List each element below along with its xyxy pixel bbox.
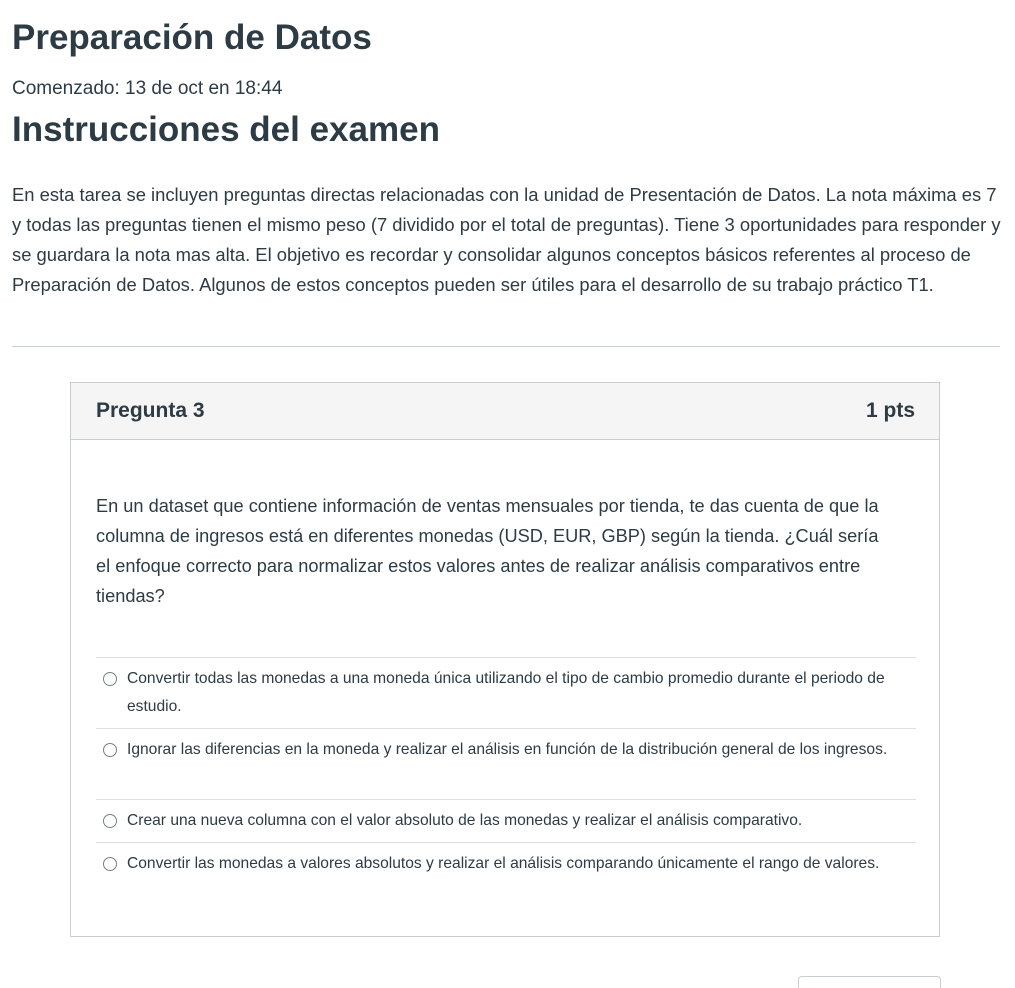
question-card [70,382,940,937]
answer-label[interactable]: Convertir las monedas a valores absolutos y realizar el análisis comparando únicamente el rango de valores. [127,855,880,872]
question-points: 1 pts [865,399,915,422]
answer-list [96,657,916,913]
question-text: En un dataset que contiene información de ventas mensuales por tienda, te das cuenta de que la columna de ingresos está en diferentes monedas (USD, EUR, GBP) según la tienda. ¿Cuál sería el enfoque correcto para normalizar estos valores antes de realizar análisis comparativos entre tiendas? [96,496,879,606]
answer-option[interactable] [96,842,916,913]
answer-label[interactable]: Ignorar las diferencias en la moneda y realizar el análisis en función de la distribución general de los ingresos. [127,741,888,758]
answer-option[interactable] [96,799,916,842]
question-header [71,383,939,440]
radio-button[interactable] [103,857,117,871]
quiz-title: Preparación de Datos [12,18,372,57]
radio-button[interactable] [103,743,117,757]
radio-button[interactable] [103,814,117,828]
divider [12,346,1000,347]
answer-option[interactable] [96,657,916,728]
started-timestamp: Comenzado: 13 de oct en 18:44 [12,78,283,99]
radio-button[interactable] [103,672,117,686]
question-name: Pregunta 3 [96,399,205,422]
answer-label[interactable]: Convertir todas las monedas a una moneda única utilizando el tipo de cambio promedio durante el periodo de estudio. [127,670,885,715]
next-button[interactable] [798,976,941,988]
answer-label[interactable]: Crear una nueva columna con el valor absoluto de las monedas y realizar el análisis comparativo. [127,812,803,829]
answer-option[interactable] [96,728,916,799]
instructions-heading: Instrucciones del examen [12,110,440,149]
instructions-text: En esta tarea se incluyen preguntas directas relacionadas con la unidad de Presentación de Datos. La nota máxima es 7 y todas las preguntas tienen el mismo peso (7 dividido por el total de preguntas). Tiene 3 oportunidades para responder y se guardara la nota mas alta. El objetivo es recordar y consolidar algunos conceptos básicos referentes al proceso de Preparación de Datos. Algunos de estos conceptos pueden ser útiles para el desarrollo de su trabajo práctico T1. [12,184,1001,295]
